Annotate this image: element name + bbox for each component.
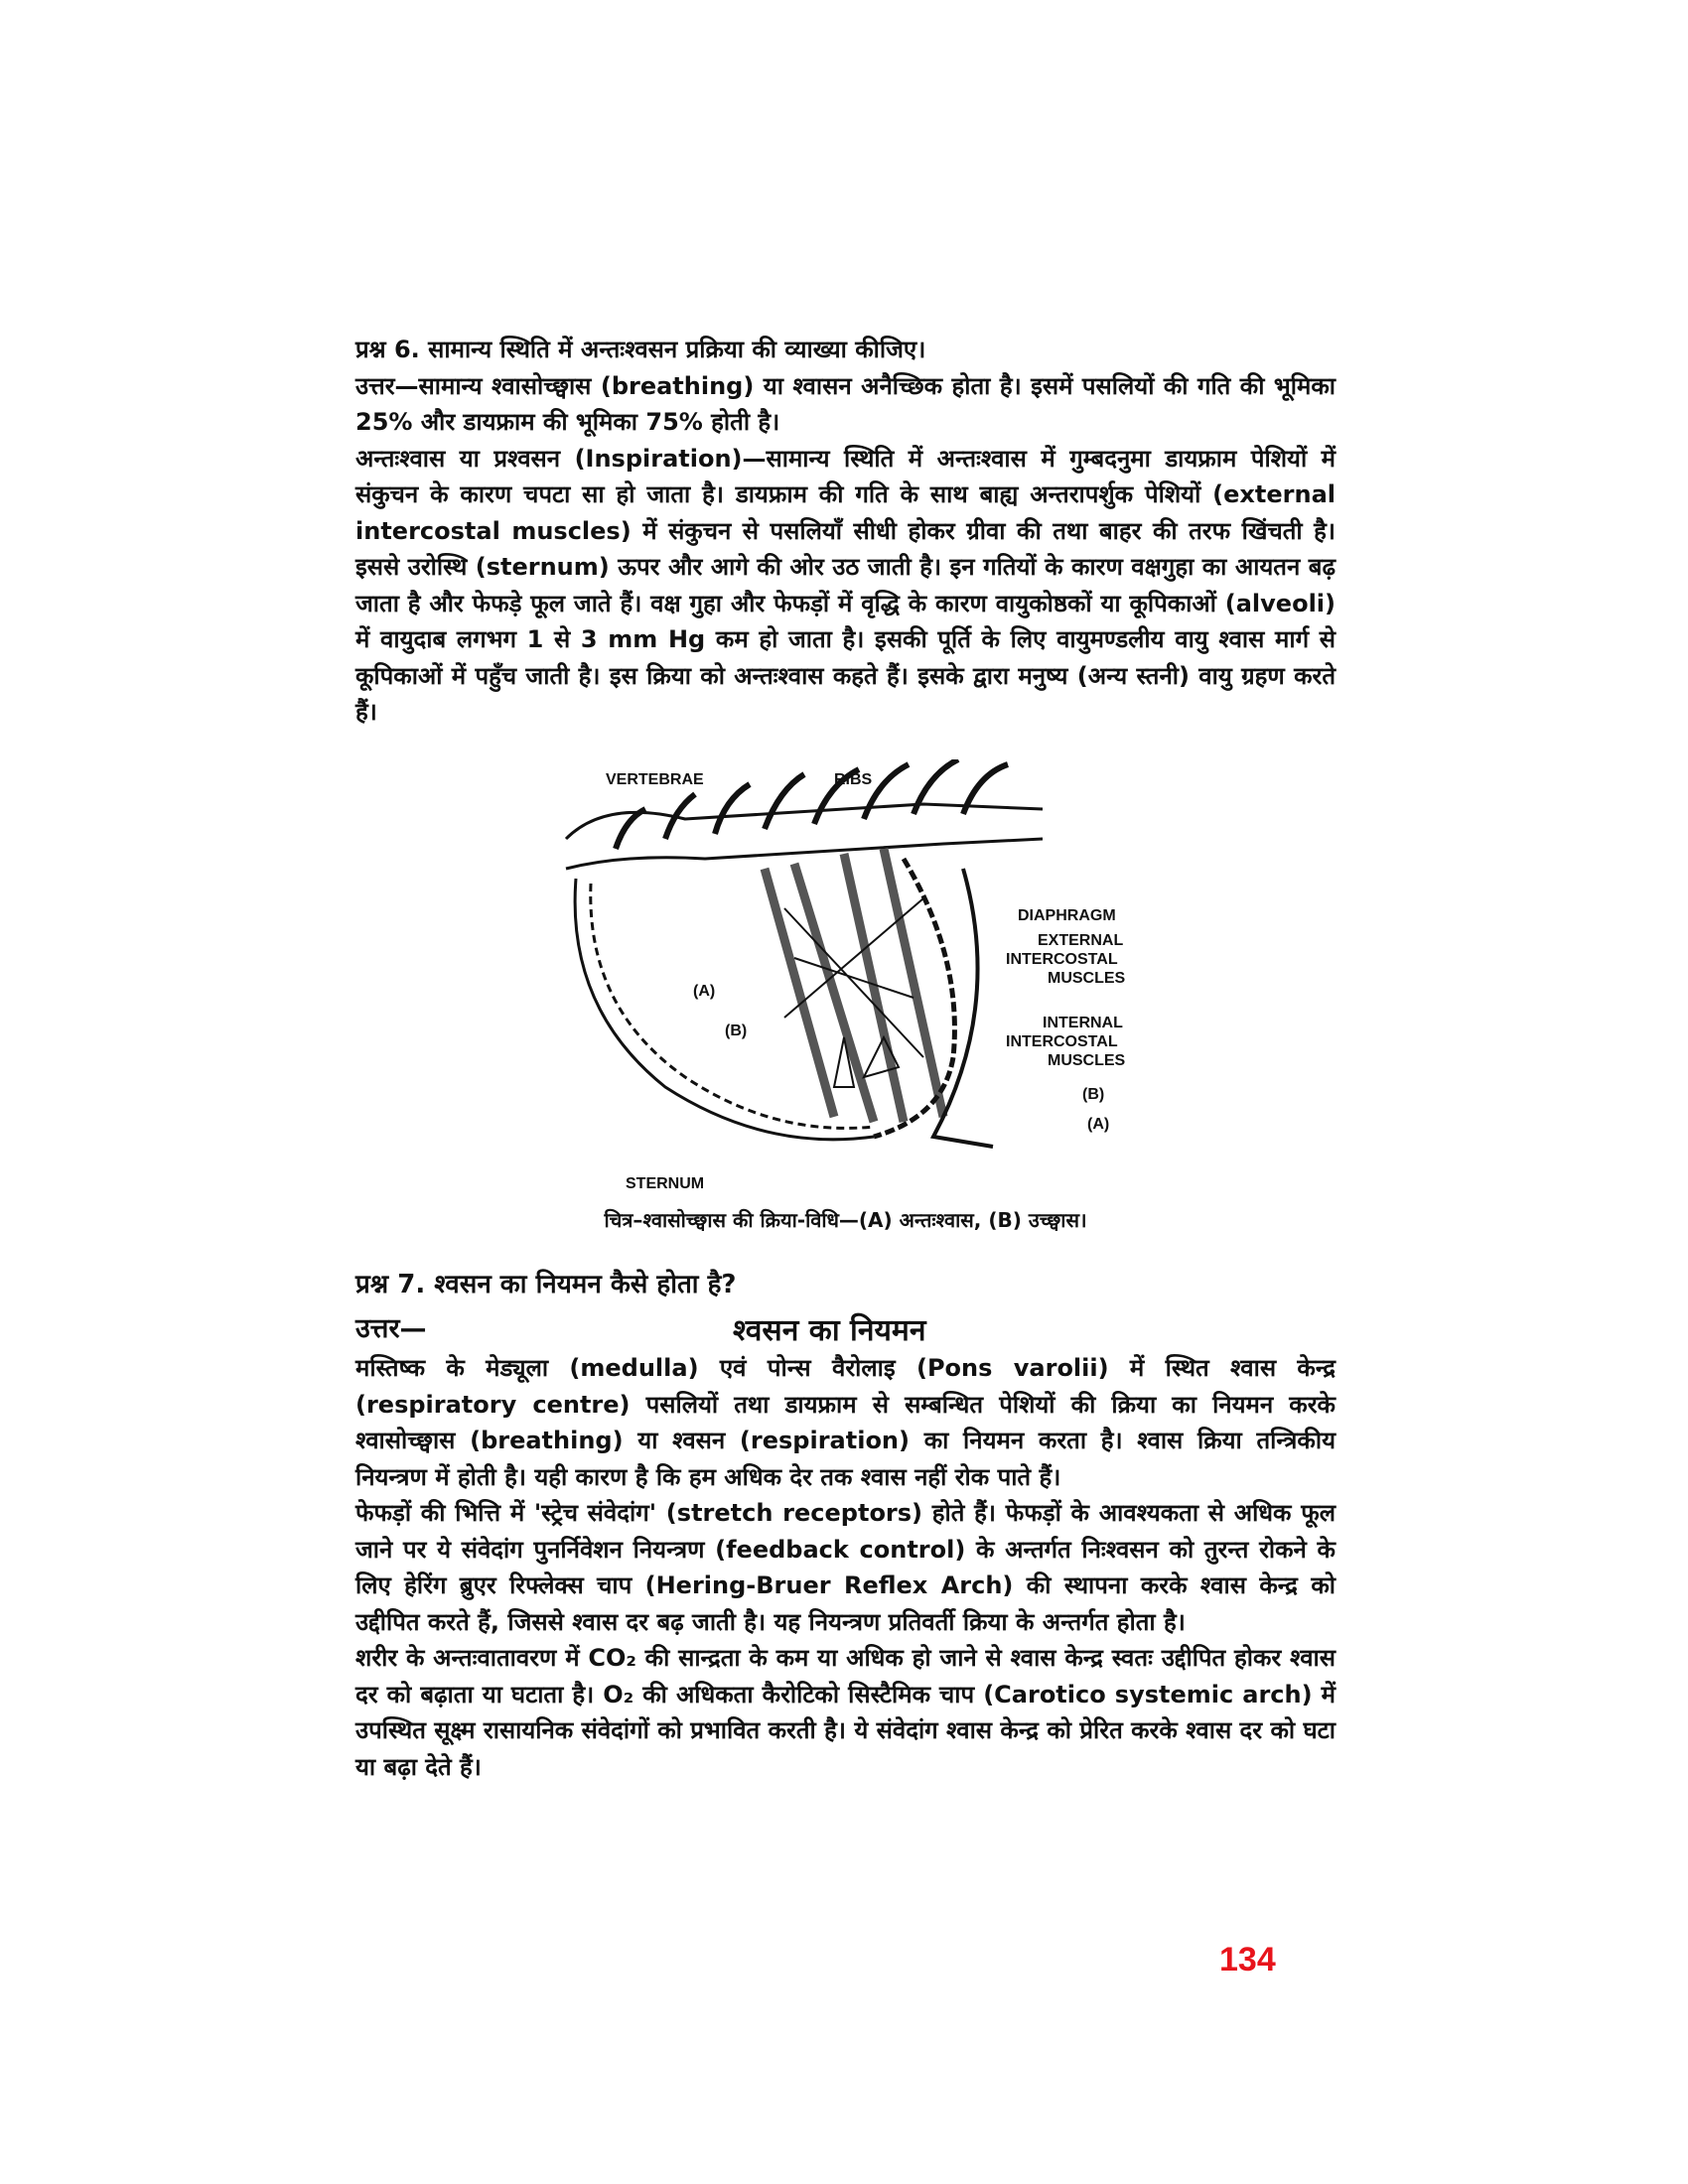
ribcage-drawing (566, 759, 1043, 1147)
answer-6-inspiration: अन्तःश्वास या प्रश्वसन (Inspiration)—सामान्य स्थिति में अन्तःश्वास में गुम्बदनुमा डायफ्राम पेशियों में संकुचन के कारण चपटा सा हो जाता है। डायफ्राम की गति के साथ बाह्य अन्तरापर्शुक पेशियों (external intercostal muscles) में संकुचन से पसलियाँ सीधी होकर ग्रीवा की तथा बाहर की तरफ खिंचती है। इससे उरोस्थि (sternum) ऊपर और आगे की ओर उठ जाती है। इन गतियों के कारण वक्षगुहा का आयतन बढ़ जाता है और फेफड़े फूल जाते हैं। वक्ष गुहा और फेफड़ों में वृद्धि के कारण वायुकोष्ठकों या कूपिकाओं (alveoli) में वायुदाब लगभग 1 से 3 mm Hg कम हो जाता है। इसकी पूर्ति के लिए वायुमण्डलीय वायु श्वास मार्ग से कूपिकाओं में पहुँच जाती है। इस क्रिया को अन्तःश्वास कहते हैं। इसके द्वारा मनुष्य (अन्य स्तनी) वायु ग्रहण करते हैं। (355, 444, 1336, 726)
label-external-1: EXTERNAL (1038, 932, 1124, 949)
label-b-left: (B) (725, 1023, 748, 1039)
answer-7-heading-row (355, 1308, 1336, 1348)
question-6-block (355, 332, 1336, 731)
question-6: प्रश्न 6. सामान्य स्थिति में अन्तःश्वसन प्रक्रिया की व्याख्या कीजिए। (355, 336, 926, 363)
label-sternum: STERNUM (626, 1175, 705, 1192)
label-internal-2: INTERCOSTAL (1006, 1033, 1118, 1050)
answer-7-body (355, 1350, 1336, 1785)
question-7: प्रश्न 7. श्वसन का नियमन कैसे होता है? (355, 1270, 737, 1299)
answer-7-label: उत्तर— (355, 1313, 427, 1344)
label-b-right: (B) (1082, 1086, 1105, 1103)
section-heading: श्वसन का नियमन (733, 1313, 926, 1348)
answer-7-paragraph-2: फेफड़ों की भित्ति में 'स्ट्रेच संवेदांग' (stretch receptors) होते हैं। फेफड़ों के आवश्यकता से अधिक फूल जाने पर ये संवेदांग पुनर्निवेशन नियन्त्रण (feedback control) के अन्तर्गत निःश्वसन को तुरन्त रोकने के लिए हेरिंग ब्रुएर रिफ्लेक्स चाप (Hering-Bruer Reflex Arch) की स्थापना करके श्वास केन्द्र को उद्दीपित करते हैं, जिससे श्वास दर बढ़ जाती है। यह नियन्त्रण प्रतिवर्ती क्रिया के अन्तर्गत होता है। (355, 1499, 1336, 1636)
label-diaphragm: DIAPHRAGM (1018, 907, 1116, 924)
label-internal-1: INTERNAL (1043, 1015, 1123, 1031)
label-external-2: INTERCOSTAL (1006, 951, 1118, 968)
label-internal-3: MUSCLES (1048, 1052, 1126, 1069)
label-vertebrae: VERTEBRAE (606, 771, 704, 788)
answer-7-paragraph-3: शरीर के अन्तःवातावरण में CO₂ की सान्द्रता के कम या अधिक हो जाने से श्वास केन्द्र स्वतः उद्दीपित होकर श्वास दर को बढ़ाता या घटाता है। O₂ की अधिकता कैरोटिको सिस्टैमिक चाप (Carotico systemic arch) में उपस्थित सूक्ष्म रासायनिक संवेदांगों को प्रभावित करती है। ये संवेदांग श्वास केन्द्र को प्रेरित करके श्वास दर को घटा या बढ़ा देते हैं। (355, 1644, 1336, 1781)
breathing-mechanism-diagram (546, 759, 1162, 1196)
figure-caption: चित्र–श्वासोच्छ्वास की क्रिया-विधि—(A) अन्तःश्वास, (B) उच्छ्वास। (604, 1208, 1087, 1232)
label-a-right: (A) (1087, 1116, 1110, 1133)
label-external-3: MUSCLES (1048, 970, 1126, 987)
page-number: 134 (1219, 1941, 1276, 1979)
answer-7-paragraph-1: मस्तिष्क के मेड्यूला (medulla) एवं पोन्स वैरोलाइ (Pons varolii) में स्थित श्वास केन्द्र (respiratory centre) पसलियों तथा डायफ्राम से सम्बन्धित पेशियों की क्रिया का नियमन करके श्वासोच्छ्वास (breathing) या श्वसन (respiration) का नियमन करता है। श्वास क्रिया तन्त्रिकीय नियन्त्रण में होती है। यही कारण है कि हम अधिक देर तक श्वास नहीं रोक पाते हैं। (355, 1354, 1336, 1491)
answer-6-intro: उत्तर—सामान्य श्वासोच्छ्वास (breathing) या श्वासन अनैच्छिक होता है। इसमें पसलियों की गति की भूमिका 25% और डायफ्राम की भूमिका 75% होती है। (355, 371, 1336, 436)
label-a-left: (A) (693, 983, 716, 1000)
label-ribs: RIBS (834, 771, 873, 788)
